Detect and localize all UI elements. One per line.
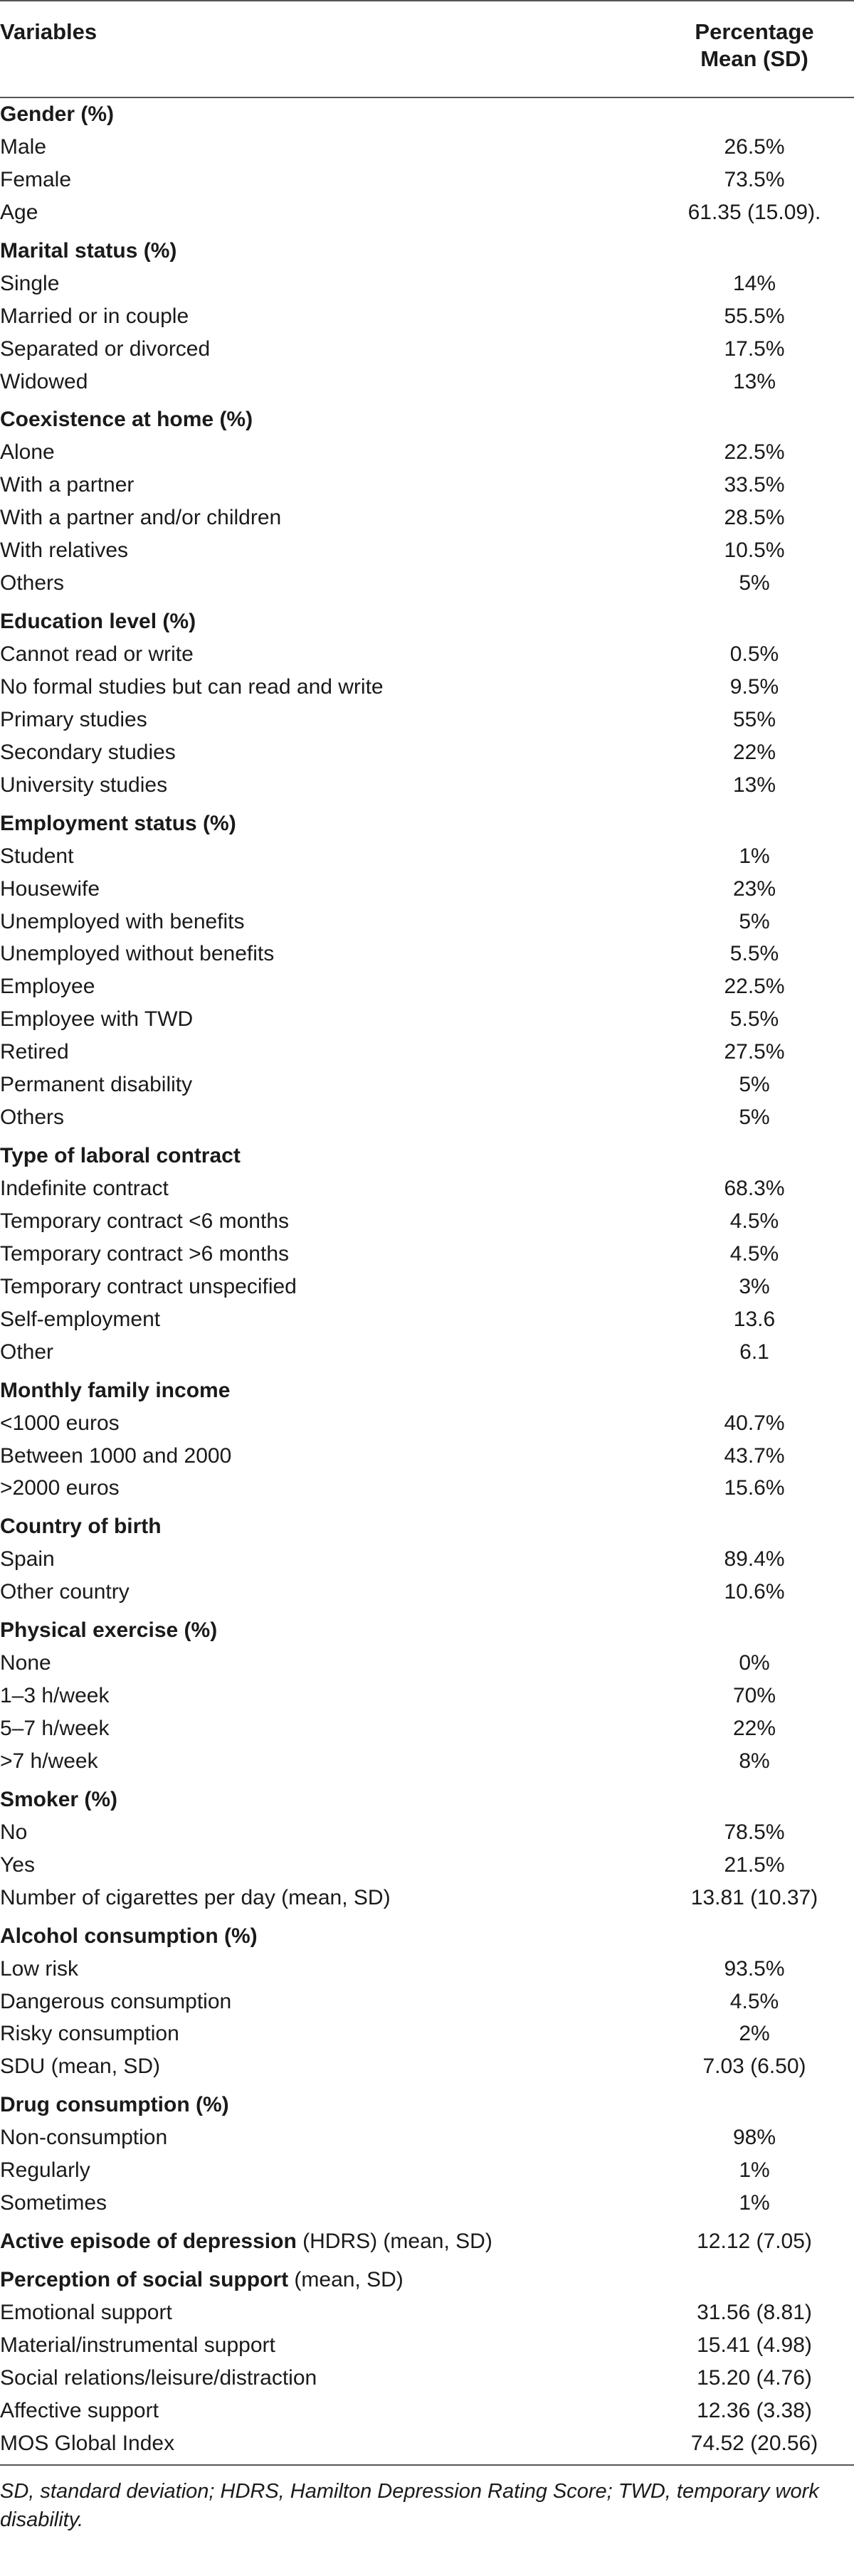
row-label: [0, 2187, 107, 2220]
label-text: Alone: [0, 440, 55, 465]
label-text: Type of laboral contract: [0, 1144, 241, 1168]
label-text: Indefinite contract: [0, 1177, 169, 1200]
row-value: 0.5%: [729, 642, 779, 666]
table-row: [0, 2427, 854, 2460]
row-label: [0, 131, 46, 164]
row-label: [0, 1680, 109, 1712]
table-row: [0, 1712, 854, 1745]
row-label: [0, 1238, 289, 1271]
label-text: Unemployed without benefits: [0, 942, 275, 966]
table-row: [0, 638, 854, 671]
section-row: [0, 403, 854, 436]
row-label: [0, 2296, 172, 2329]
row-label: [0, 164, 71, 196]
table-row: [0, 196, 854, 229]
table-row: [0, 1407, 854, 1440]
label-text: Other: [0, 1340, 54, 1364]
row-label: [0, 1101, 64, 1134]
label-text: Low risk: [0, 1956, 79, 1981]
row-label: [0, 1472, 120, 1505]
table-row: [0, 2329, 854, 2362]
label-text: Social relations/leisure/distraction: [0, 2365, 317, 2390]
header-mean-sd: Mean (SD): [700, 46, 808, 71]
label-text: No: [0, 1820, 28, 1844]
row-value: 78.5%: [724, 1820, 785, 1844]
row-value: 10.5%: [724, 539, 785, 563]
row-value: 7.03 (6.50): [702, 2055, 806, 2079]
label-text: Self-employment: [0, 1307, 161, 1331]
label-text: Permanent disability: [0, 1073, 193, 1097]
row-label: [0, 840, 73, 873]
label-text: Smoker (%): [0, 1787, 118, 1811]
label-text: Unemployed with benefits: [0, 909, 245, 933]
label-text: No formal studies but can read and write: [0, 674, 384, 699]
table-row: [0, 736, 854, 769]
section-label: [0, 1920, 258, 1953]
label-text: Employment status (%): [0, 811, 236, 835]
table-row: [0, 1069, 854, 1101]
label-text: Emotional support: [0, 2300, 172, 2324]
table-row: [0, 366, 854, 398]
label-text: Temporary contract unspecified: [0, 1274, 297, 1298]
table-row: [0, 769, 854, 802]
label-text: MOS Global Index: [0, 2431, 175, 2455]
section-row: [0, 605, 854, 638]
row-label: [0, 906, 245, 938]
row-value: 1%: [739, 2158, 770, 2183]
row-value: 22.5%: [724, 975, 785, 999]
row-value: 13%: [732, 369, 776, 393]
section-row: [0, 2225, 854, 2258]
table-row: [0, 1003, 854, 1036]
row-value: 17.5%: [724, 336, 785, 361]
table-row: [0, 873, 854, 906]
row-value: 13.81 (10.37): [690, 1885, 818, 1909]
row-label: [0, 2050, 160, 2083]
section-label: [0, 605, 196, 638]
row-value: 14%: [732, 271, 776, 295]
row-label: [0, 638, 194, 671]
row-value: 10.6%: [724, 1580, 785, 1604]
row-value: 15.6%: [724, 1476, 785, 1500]
row-value: 22%: [732, 740, 776, 764]
row-value: 1%: [739, 2191, 770, 2215]
row-value: 68.3%: [724, 1177, 785, 1200]
row-value: 26.5%: [724, 134, 785, 159]
table-row: [0, 1472, 854, 1505]
label-text: Sometimes: [0, 2191, 107, 2215]
row-value: 74.52 (20.56): [690, 2431, 818, 2455]
table-row: [0, 1745, 854, 1778]
label-text: Monthly family income: [0, 1378, 231, 1402]
section-row: [0, 235, 854, 267]
row-value: 15.41 (4.98): [697, 2333, 812, 2357]
label-text: 5–7 h/week: [0, 1717, 110, 1740]
row-value: 8%: [739, 1749, 770, 1773]
label-text: Temporary contract >6 months: [0, 1241, 290, 1266]
row-label: [0, 1712, 109, 1745]
table-row: [0, 1271, 854, 1303]
label-text: Single: [0, 271, 60, 295]
label-text: With relatives: [0, 539, 129, 563]
label-text: Age: [0, 200, 38, 224]
section-row: [0, 1510, 854, 1543]
row-value: 5.5%: [729, 942, 779, 966]
row-value: 22.5%: [724, 440, 785, 465]
label-text: Others: [0, 571, 65, 595]
row-label: [0, 1576, 130, 1608]
row-label: [0, 1407, 120, 1440]
row-value: 0%: [739, 1651, 770, 1675]
row-value: 21.5%: [724, 1853, 785, 1877]
row-label: [0, 1849, 35, 1882]
row-value: 13%: [732, 773, 776, 797]
label-text: Between 1000 and 2000: [0, 1443, 232, 1468]
row-label: [0, 769, 167, 802]
label-text: Alcohol consumption (%): [0, 1924, 258, 1948]
row-label: [0, 1543, 55, 1576]
section-label: [0, 807, 236, 840]
label-text: None: [0, 1651, 51, 1675]
table-row: [0, 2121, 854, 2154]
row-label: [0, 567, 64, 600]
row-label: [0, 873, 100, 906]
row-label: [0, 469, 134, 502]
table-row: [0, 1882, 854, 1914]
row-label: [0, 2154, 90, 2187]
section-row: [0, 1920, 854, 1953]
table-row: [0, 436, 854, 469]
row-label: [0, 196, 38, 229]
table-row: [0, 567, 854, 600]
row-value: 61.35 (15.09).: [687, 200, 821, 224]
table-row: [0, 970, 854, 1003]
table-row: [0, 1303, 854, 1336]
row-value: 28.5%: [724, 506, 785, 530]
label-text: Employee: [0, 975, 95, 999]
header-variables: Variables: [0, 19, 97, 44]
row-label: [0, 1303, 160, 1336]
label-text: Country of birth: [0, 1515, 162, 1539]
row-label: [0, 1271, 297, 1303]
section-label: [0, 1783, 117, 1816]
row-label: [0, 671, 384, 704]
table-row: [0, 131, 854, 164]
table-row: [0, 300, 854, 333]
label-text: Affective support: [0, 2398, 159, 2422]
row-label: [0, 736, 176, 769]
label-text: 1–3 h/week: [0, 1684, 110, 1708]
row-value: 40.7%: [724, 1411, 785, 1435]
label-text: SDU (mean, SD): [0, 2055, 161, 2079]
row-value: 23%: [732, 876, 776, 901]
section-label: [0, 2225, 492, 2258]
row-label: [0, 1205, 289, 1238]
row-value: 5.5%: [729, 1007, 779, 1032]
row-value: 6.1: [739, 1340, 769, 1364]
label-text: >7 h/week: [0, 1749, 98, 1773]
table-row: [0, 704, 854, 736]
label-text: Number of cigarettes per day (mean, SD): [0, 1885, 391, 1909]
table-row: [0, 906, 854, 938]
label-text: Cannot read or write: [0, 642, 194, 666]
table-row: [0, 1440, 854, 1473]
section-label: [0, 235, 176, 267]
header-percentage: Percentage: [695, 19, 814, 44]
label-text: Marital status (%): [0, 238, 177, 263]
label-text: Yes: [0, 1853, 35, 1877]
label-text: Student: [0, 844, 74, 868]
label-text: Material/instrumental support: [0, 2333, 275, 2357]
label-text: <1000 euros: [0, 1411, 120, 1435]
table-row: [0, 534, 854, 567]
row-label: [0, 2362, 317, 2395]
label-text: Separated or divorced: [0, 336, 211, 361]
label-text: Widowed: [0, 369, 88, 393]
row-value: 2%: [739, 2022, 770, 2046]
label-text: Spain: [0, 1547, 55, 1571]
row-label: [0, 502, 281, 534]
row-label: [0, 2018, 179, 2050]
table-row: [0, 2050, 854, 2083]
label-suffix: (mean, SD): [288, 2268, 404, 2291]
table-row: [0, 2296, 854, 2329]
label-text: Primary studies: [0, 707, 147, 731]
row-label: [0, 436, 55, 469]
table-row: [0, 502, 854, 534]
label-text: Active episode of depression: [0, 2230, 297, 2254]
table-row: [0, 2395, 854, 2427]
table-row: [0, 2018, 854, 2050]
row-value: 98%: [732, 2126, 776, 2150]
table-row: [0, 1953, 854, 1986]
row-label: [0, 267, 59, 300]
label-text: Other country: [0, 1580, 130, 1604]
row-value: 89.4%: [724, 1547, 785, 1571]
section-row: [0, 1783, 854, 1816]
section-row: [0, 2264, 854, 2296]
section-row: [0, 98, 854, 131]
header-value-column: [655, 18, 854, 73]
label-text: Education level (%): [0, 610, 196, 634]
label-text: >2000 euros: [0, 1476, 120, 1500]
row-label: [0, 366, 88, 398]
section-label: [0, 1614, 217, 1647]
table-row: [0, 1576, 854, 1608]
row-value: 70%: [732, 1684, 776, 1708]
section-label: [0, 1374, 230, 1407]
table-row: [0, 469, 854, 502]
table-row: [0, 1849, 854, 1882]
section-row: [0, 1374, 854, 1407]
table-footnote: SD, standard deviation; HDRS, Hamilton Depression Rating Score; TWD, temporary work disability.: [0, 2479, 819, 2531]
label-text: Secondary studies: [0, 740, 176, 764]
table-row: [0, 267, 854, 300]
label-text: With a partner: [0, 473, 135, 497]
table-row: [0, 1036, 854, 1069]
row-value: 15.20 (4.76): [697, 2365, 812, 2390]
row-label: [0, 1069, 192, 1101]
section-row: [0, 1140, 854, 1172]
section-label: [0, 2089, 229, 2121]
label-text: Gender (%): [0, 102, 115, 126]
row-label: [0, 1882, 391, 1914]
table-row: [0, 1816, 854, 1849]
label-text: Regularly: [0, 2158, 90, 2183]
table-row: [0, 938, 854, 970]
row-value: 5%: [739, 1106, 770, 1130]
label-text: Temporary contract <6 months: [0, 1209, 290, 1233]
label-text: Others: [0, 1106, 65, 1130]
label-text: Drug consumption (%): [0, 2093, 229, 2117]
row-value: 5%: [739, 571, 770, 595]
row-value: 27.5%: [724, 1040, 785, 1064]
row-value: 5%: [739, 1073, 770, 1097]
row-value: 22%: [732, 1717, 776, 1740]
row-value: 4.5%: [729, 1241, 779, 1266]
section-label: [0, 2264, 404, 2296]
row-label: [0, 333, 210, 366]
row-label: [0, 1172, 169, 1205]
row-value: 43.7%: [724, 1443, 785, 1468]
row-label: [0, 2427, 174, 2460]
section-label: [0, 403, 253, 436]
row-label: [0, 938, 274, 970]
table-row: [0, 671, 854, 704]
table-row: [0, 1543, 854, 1576]
row-value: 9.5%: [729, 674, 779, 699]
table-row: [0, 1986, 854, 2018]
row-label: [0, 704, 147, 736]
label-text: Physical exercise (%): [0, 1618, 218, 1643]
table-row: [0, 1172, 854, 1205]
label-text: Employee with TWD: [0, 1007, 194, 1032]
row-label: [0, 2329, 275, 2362]
row-label: [0, 1953, 78, 1986]
table-header: [0, 0, 854, 98]
label-suffix: (HDRS) (mean, SD): [296, 2230, 492, 2254]
section-label: [0, 98, 114, 131]
row-value: 1%: [739, 844, 770, 868]
table-row: [0, 2362, 854, 2395]
label-text: Married or in couple: [0, 304, 189, 328]
table-body: [0, 98, 854, 2460]
row-value: 55%: [732, 707, 776, 731]
row-label: [0, 1336, 53, 1369]
row-label: [0, 970, 95, 1003]
row-label: [0, 2395, 159, 2427]
row-value: 3%: [739, 1274, 770, 1298]
section-row: [0, 2089, 854, 2121]
label-text: With a partner and/or children: [0, 506, 282, 530]
row-value: 33.5%: [724, 473, 785, 497]
section-row: [0, 807, 854, 840]
label-text: Female: [0, 167, 72, 191]
row-value: 55.5%: [724, 304, 785, 328]
label-text: Non-consumption: [0, 2126, 168, 2150]
label-text: Dangerous consumption: [0, 1989, 232, 2013]
row-label: [0, 1003, 193, 1036]
row-label: [0, 1745, 98, 1778]
table-row: [0, 2187, 854, 2220]
table-row: [0, 333, 854, 366]
table-row: [0, 164, 854, 196]
row-value: 73.5%: [724, 167, 785, 191]
row-label: [0, 1986, 231, 2018]
row-label: [0, 1036, 69, 1069]
label-text: Retired: [0, 1040, 69, 1064]
table-row: [0, 1205, 854, 1238]
section-label: [0, 1510, 162, 1543]
row-label: [0, 1440, 231, 1473]
row-value: 4.5%: [729, 1989, 779, 2013]
row-value: 12.36 (3.38): [697, 2398, 812, 2422]
table-row: [0, 1238, 854, 1271]
label-text: Risky consumption: [0, 2022, 179, 2046]
row-value: 5%: [739, 909, 770, 933]
label-text: Housewife: [0, 876, 100, 901]
row-value: 12.12 (7.05): [697, 2230, 812, 2254]
table-row: [0, 1101, 854, 1134]
table-row: [0, 2154, 854, 2187]
table-row: [0, 1647, 854, 1680]
section-label: [0, 1140, 241, 1172]
table-row: [0, 840, 854, 873]
label-text: Coexistence at home (%): [0, 408, 253, 432]
section-row: [0, 1614, 854, 1647]
row-label: [0, 300, 189, 333]
row-value: 4.5%: [729, 1209, 779, 1233]
label-text: Male: [0, 134, 47, 159]
row-value: 93.5%: [724, 1956, 785, 1981]
table-row: [0, 1680, 854, 1712]
row-label: [0, 2121, 167, 2154]
label-text: University studies: [0, 773, 168, 797]
row-value: 31.56 (8.81): [697, 2300, 812, 2324]
row-label: [0, 1816, 27, 1849]
label-text: Perception of social support: [0, 2268, 289, 2291]
row-label: [0, 1647, 51, 1680]
row-value: 13.6: [733, 1307, 776, 1331]
row-label: [0, 534, 128, 567]
table-row: [0, 1336, 854, 1369]
